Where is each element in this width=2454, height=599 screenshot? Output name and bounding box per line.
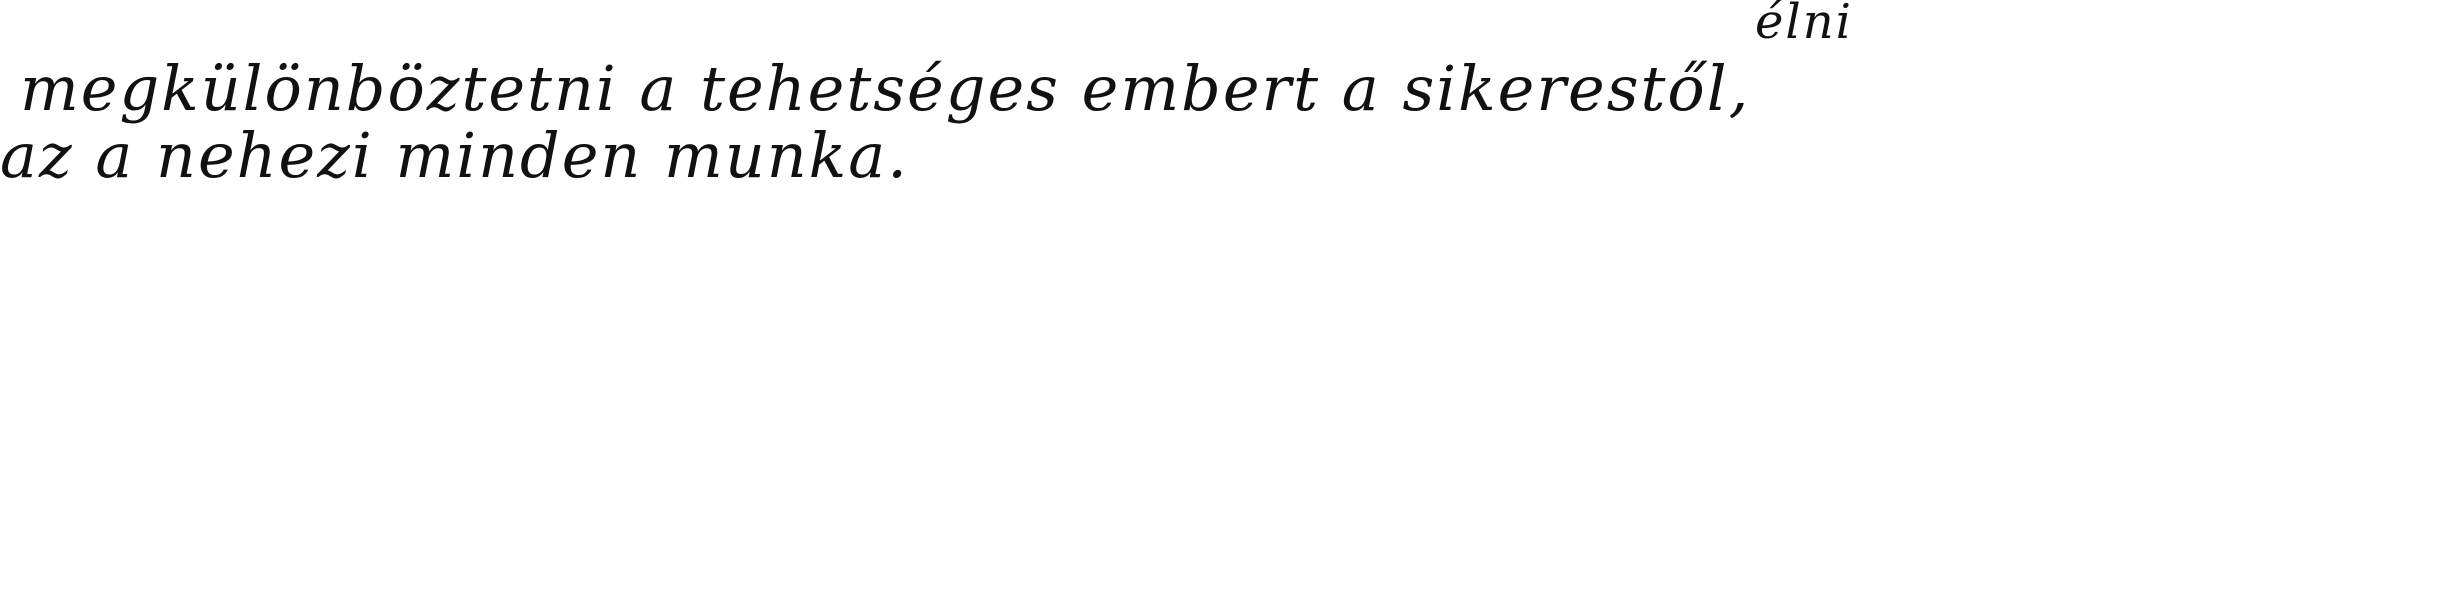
handwritten-line-2: megkülönböztetni a tehetséges embert a sikerestől, (20, 52, 1751, 125)
handwritten-line-1: élni (1755, 0, 1854, 50)
handwritten-line-3: az a nehezi minden munka. (0, 119, 909, 192)
